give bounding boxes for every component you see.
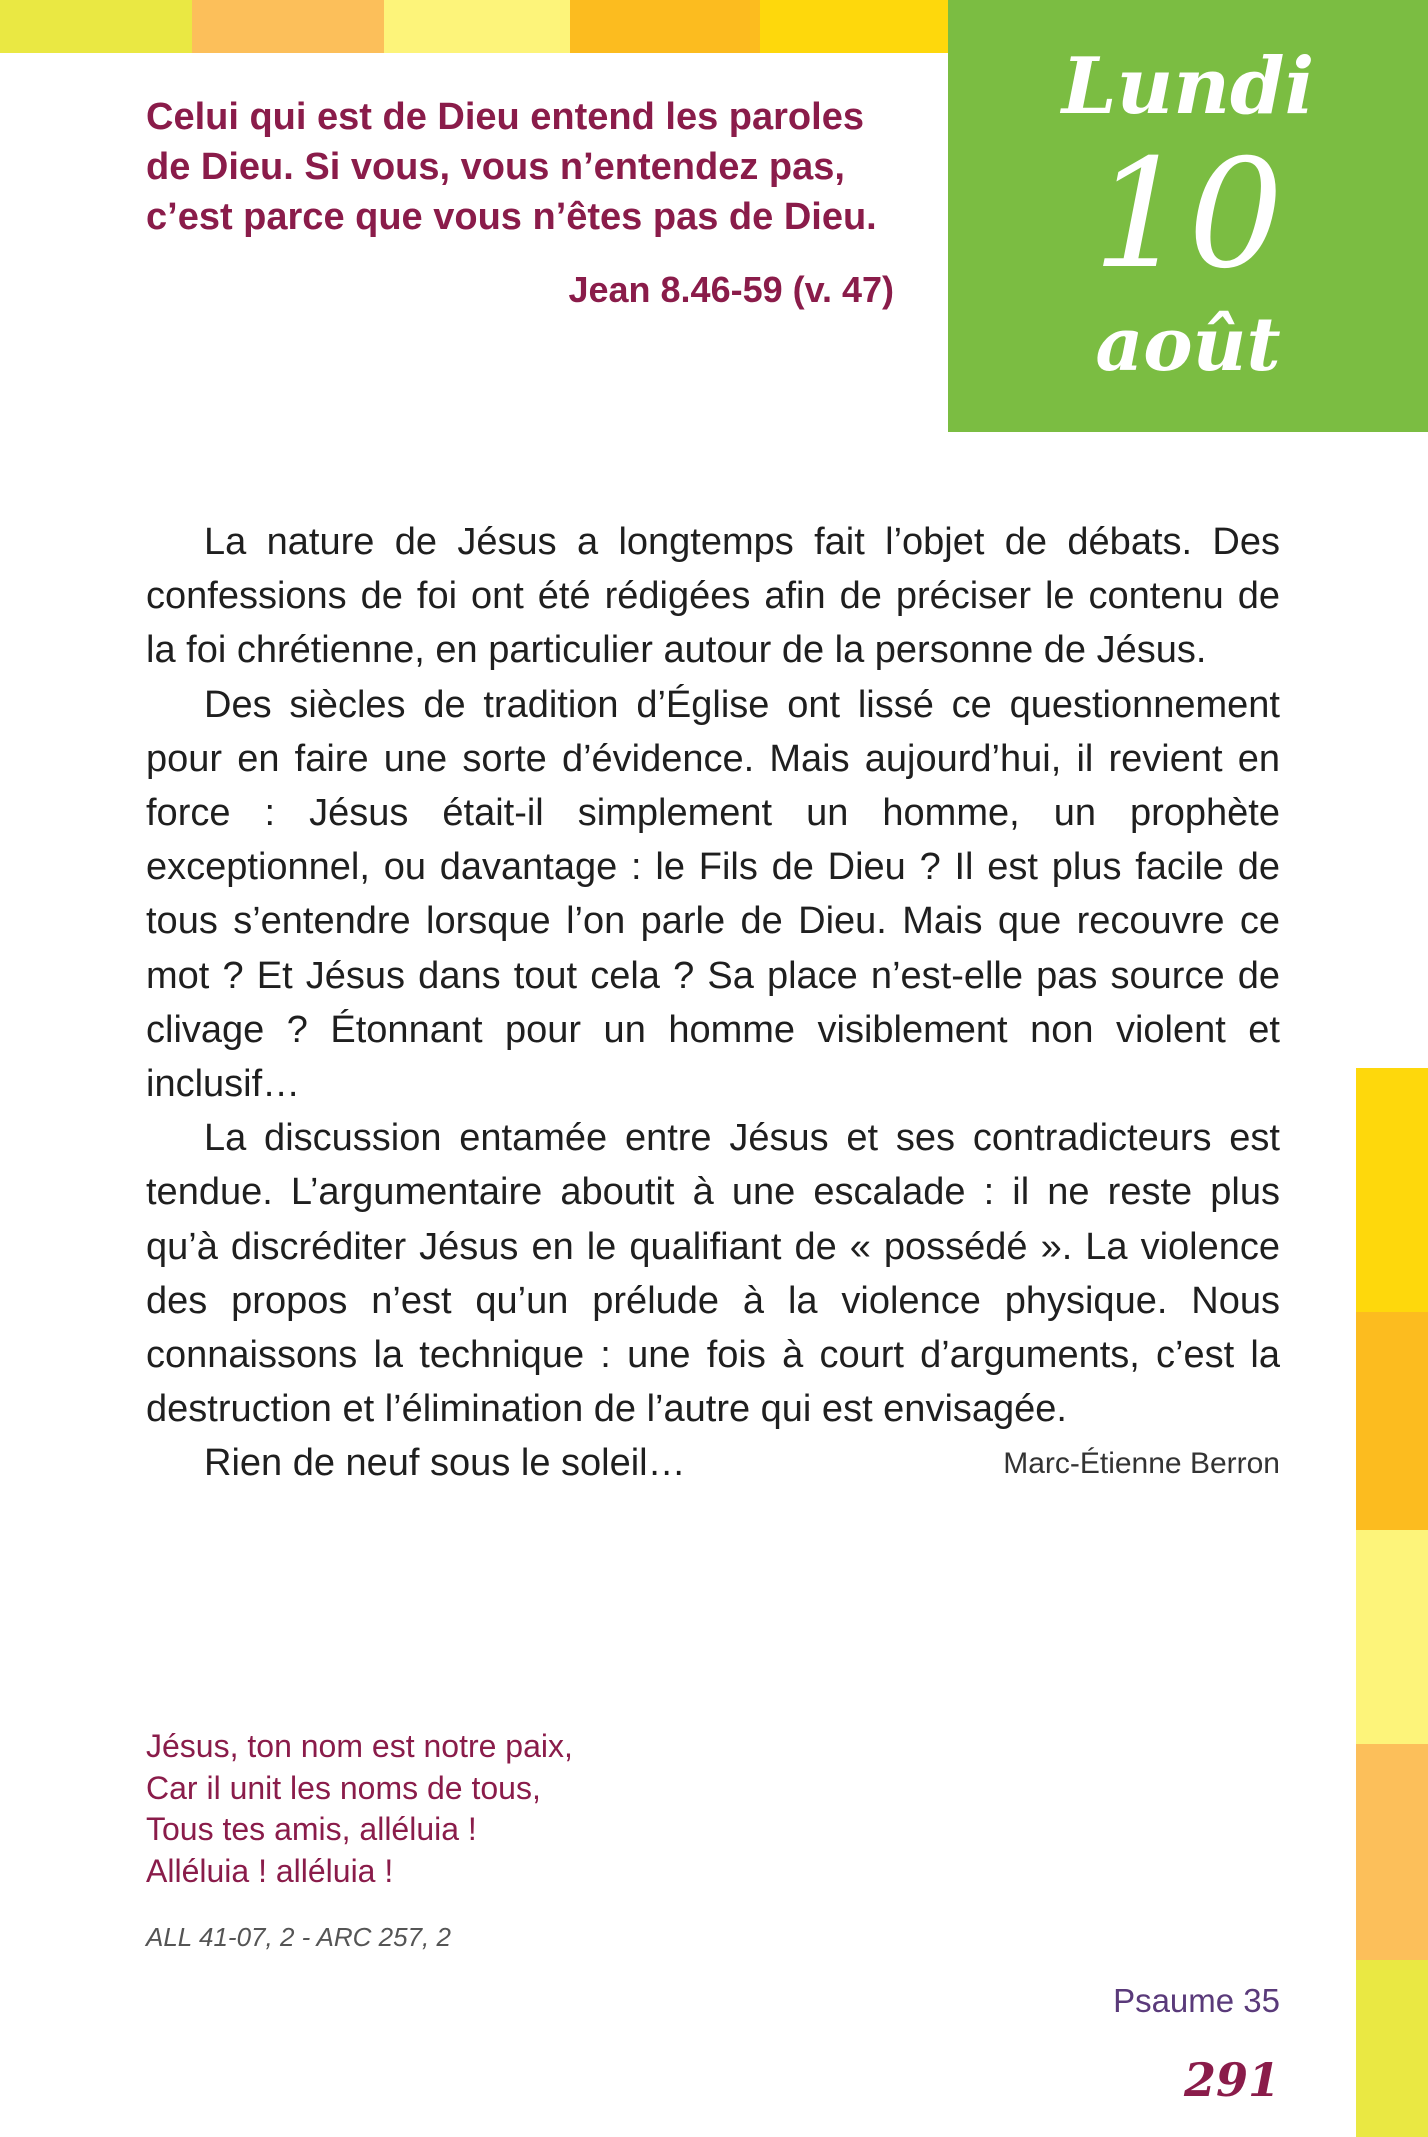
top-color-band — [0, 0, 948, 53]
hymn-line: Alléluia ! alléluia ! — [146, 1852, 394, 1889]
band-segment — [1356, 1312, 1428, 1530]
hymn-line: Tous tes amis, alléluia ! — [146, 1811, 477, 1847]
verse-line: c’est parce que vous n’êtes pas de Dieu. — [146, 196, 877, 238]
verse-line: de Dieu. Si vous, vous n’entendez pas, — [146, 146, 845, 188]
author-name: Marc-Étienne Berron — [1003, 1447, 1280, 1480]
meditation-text — [146, 515, 1280, 1491]
band-segment — [570, 0, 760, 53]
page-number: 291 — [1183, 2053, 1280, 2107]
psalm-reference: Psaume 35 — [1113, 1982, 1280, 2019]
date-box — [948, 0, 1428, 432]
band-segment — [760, 0, 948, 53]
band-segment — [0, 0, 192, 53]
bible-verse — [146, 92, 906, 242]
hymn-line: Jésus, ton nom est notre paix, — [146, 1728, 573, 1764]
paragraph: Rien de neuf sous le soleil… — [204, 1442, 686, 1485]
hymn-reference: ALL 41-07, 2 - ARC 257, 2 — [146, 1922, 451, 1952]
band-segment — [384, 0, 570, 53]
date-month: août — [1095, 302, 1281, 388]
band-segment — [1356, 1744, 1428, 1960]
paragraph: Des siècles de tradition d’Église ont lissé ce questionnement pour en faire une sorte d’évidence. Mais aujourd’hui, il revient en force : Jésus était-il simplement un homme, un prophète exceptionnel, ou davantage : le Fils de Dieu ? Il est plus facile de tous s’entendre lorsque l’on parle de Dieu. Mais que recouvre ce mot ? Et Jésus dans tout cela ? Sa place n’est-elle pas source de clivage ? Étonnant pour un homme visiblement non violent et inclusif… — [146, 683, 1280, 1106]
date-day: 10 — [1092, 128, 1284, 302]
band-segment — [192, 0, 384, 53]
hymn-stanza — [146, 1726, 846, 1892]
hymn-line: Car il unit les noms de tous, — [146, 1769, 541, 1806]
verse-line: Celui qui est de Dieu entend les paroles — [146, 96, 864, 138]
paragraph: La nature de Jésus a longtemps fait l’objet de débats. Des confessions de foi ont été rédigées afin de préciser le contenu de la foi chrétienne, en particulier autour de la personne de Jésus. — [146, 521, 1280, 672]
band-segment — [1356, 1960, 1428, 2137]
date-weekday: Lundi — [1061, 41, 1315, 132]
paragraph: La discussion entamée entre Jésus et ses contradicteurs est tendue. L’argumentaire aboutit à une escalade : il ne reste plus qu’à discréditer Jésus en le qualifiant de « possédé ». La violence des propos n’est qu’un prélude à la violence physique. Nous connaissons la technique : une fois à court d’arguments, c’est la destruction et l’élimination de l’autre qui est envisagée. — [146, 1117, 1280, 1431]
band-segment — [1356, 1068, 1428, 1312]
verse-reference: Jean 8.46-59 (v. 47) — [568, 269, 894, 310]
side-color-band — [1356, 1068, 1428, 2137]
band-segment — [1356, 1530, 1428, 1744]
